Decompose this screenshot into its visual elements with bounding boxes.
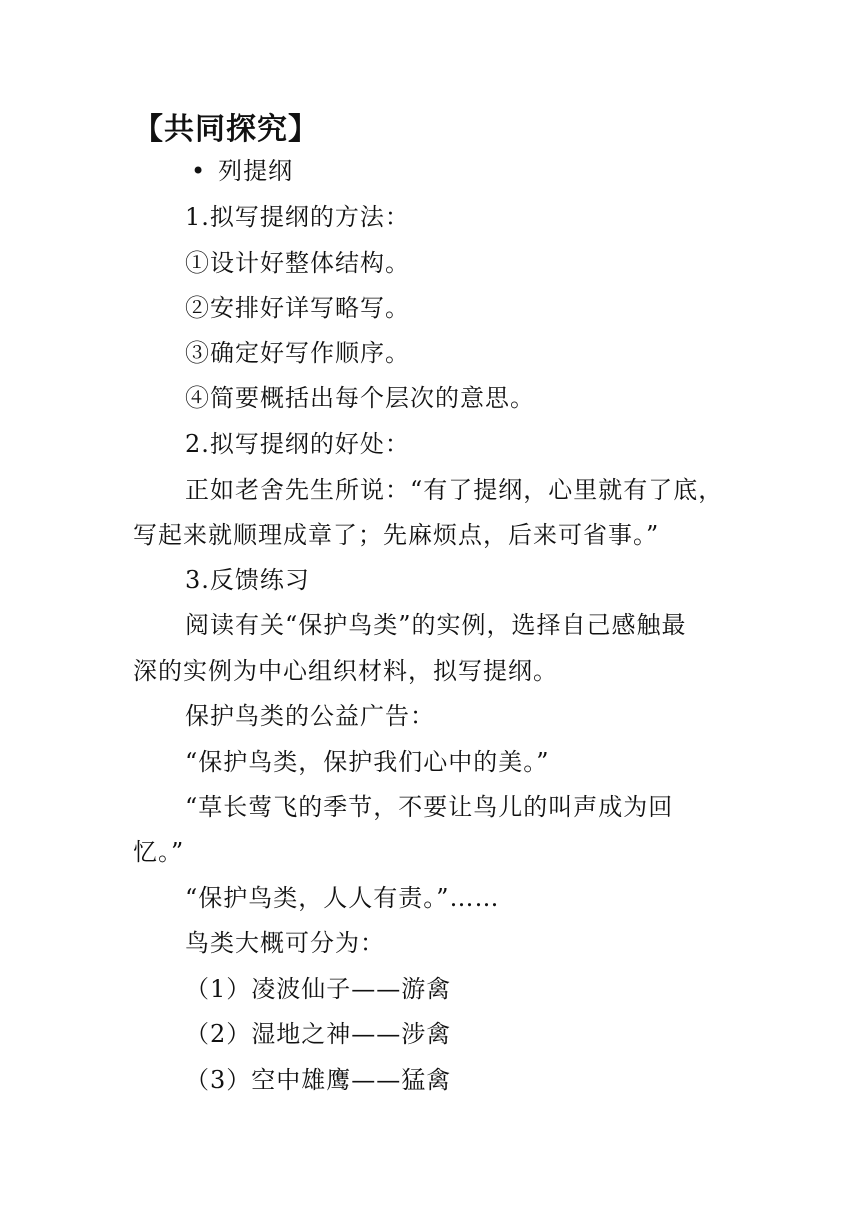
page-title: 【共同探究】 (133, 112, 319, 147)
ad-slogan: “草长莺飞的季节，不要让鸟儿的叫声成为回 (185, 793, 674, 821)
bullet-item (133, 156, 733, 186)
ad-slogan-continuation: 忆。” (133, 838, 185, 866)
ad-slogan: “保护鸟类，保护我们心中的美。” (185, 748, 550, 776)
category-item: （1）凌波仙子——游禽 (185, 975, 452, 1003)
quote-paragraph-line: 正如老舍先生所说：“有了提纲，心里就有了底， (185, 476, 724, 504)
method-item: ③确定好写作顺序。 (185, 339, 410, 367)
method-item: ①设计好整体结构。 (185, 249, 410, 277)
section-heading-benefits: 2.拟写提纲的好处： (185, 430, 410, 458)
method-item: ②安排好详写略写。 (185, 294, 410, 322)
category-item: （3）空中雄鹰——猛禽 (185, 1066, 452, 1094)
section-heading-exercise: 3.反馈练习 (185, 566, 310, 594)
method-item: ④简要概括出每个层次的意思。 (185, 384, 535, 412)
quote-paragraph-line: 写起来就顺理成章了；先麻烦点，后来可省事。” (133, 521, 660, 549)
exercise-paragraph-line: 阅读有关“保护鸟类”的实例，选择自己感触最 (185, 611, 687, 639)
ad-slogan: “保护鸟类，人人有责。”…… (185, 884, 500, 912)
categories-heading: 鸟类大概可分为： (185, 929, 385, 957)
ads-heading: 保护鸟类的公益广告： (185, 702, 435, 730)
bullet-label: 列提纲 (218, 157, 294, 185)
bullet-dot-icon: • (191, 157, 207, 185)
category-item: （2）湿地之神——涉禽 (185, 1020, 452, 1048)
section-heading-methods: 1.拟写提纲的方法： (185, 203, 410, 231)
exercise-paragraph-line: 深的实例为中心组织材料，拟写提纲。 (133, 657, 558, 685)
